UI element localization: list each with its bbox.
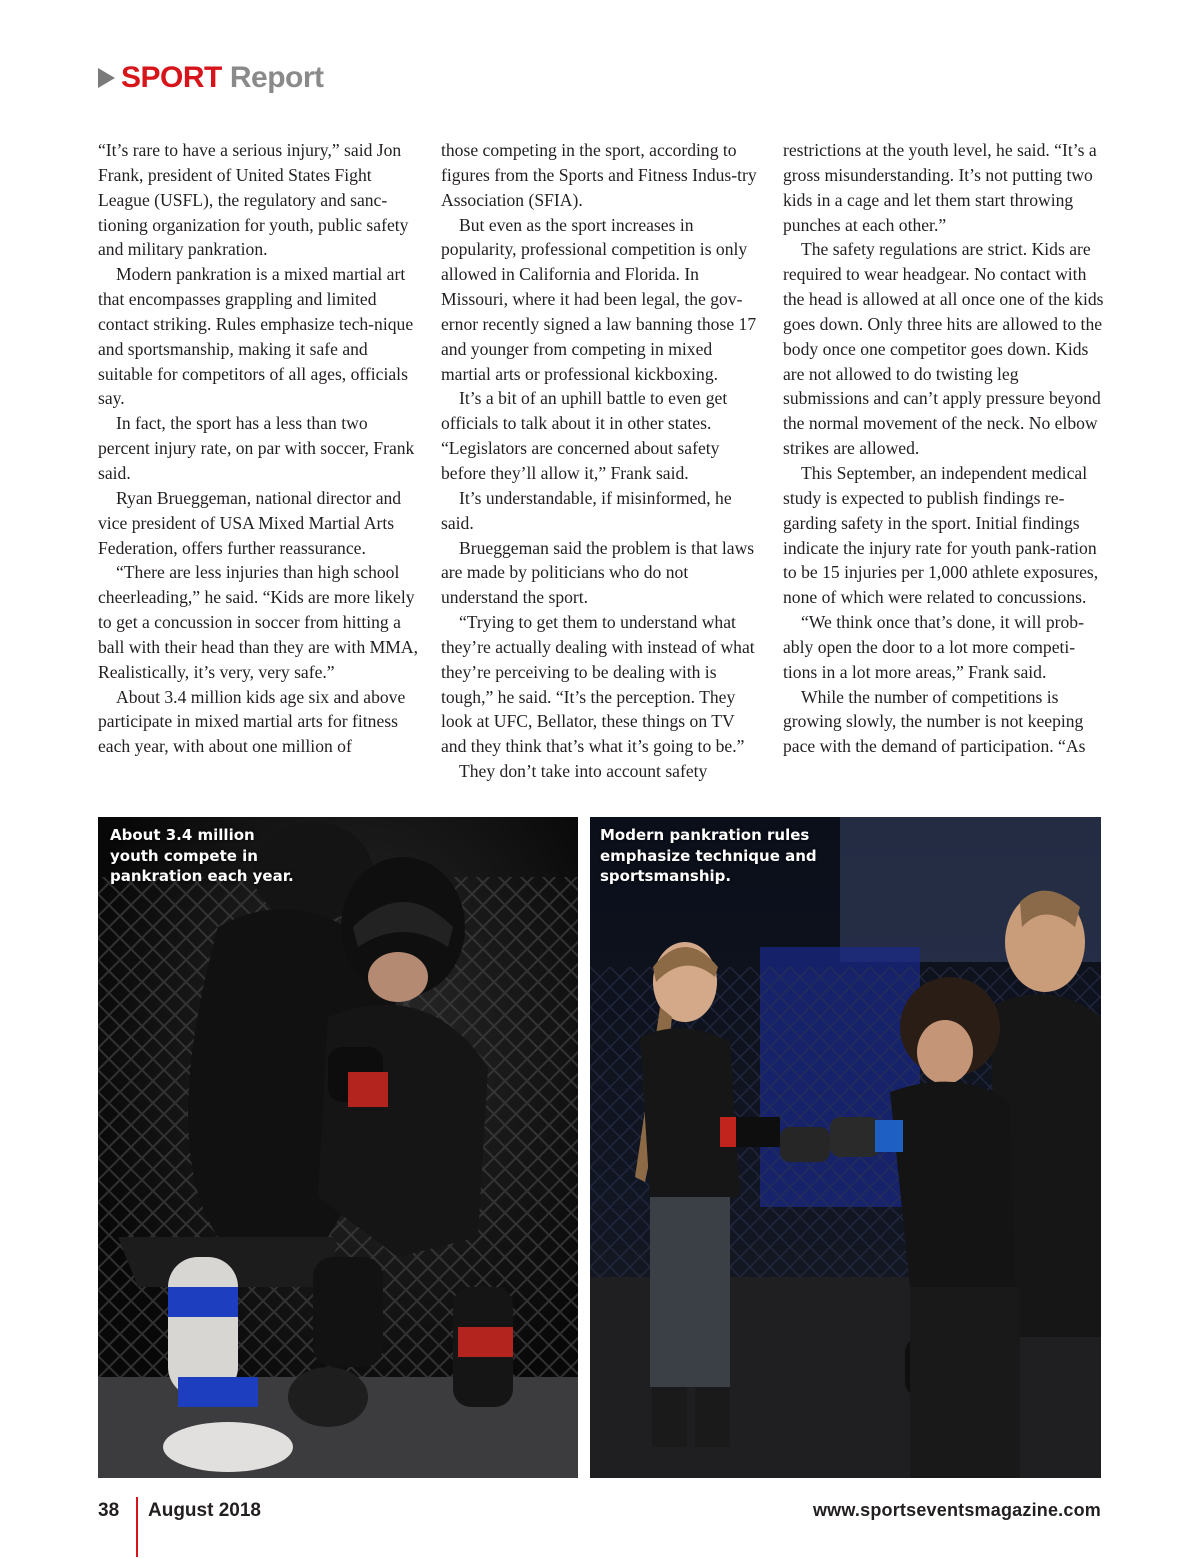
- issue-date: August 2018: [148, 1500, 261, 1521]
- paragraph: Brueggeman said the problem is that laws are made by politicians who do not understand the sport.: [441, 537, 755, 608]
- section-subtitle: Report: [229, 61, 324, 94]
- paragraph: “We think once that’s done, it will prob-ably open the door to a lot more competi-tions in a lot more areas,” Frank said.: [783, 612, 1084, 682]
- paragraph: “Trying to get them to understand what they’re actually dealing with instead of what they’re perceiving to be dealing with is tough,” he said. “It’s the perception. They look at UFC, Bellator, these things on TV and they think that’s what it’s going to be.”: [441, 612, 755, 757]
- paragraph: those competing in the sport, according to figures from the Sports and Fitness Indus-try Association (SFIA).: [441, 140, 757, 210]
- article-column-1: [98, 138, 420, 759]
- paragraph: Modern pankration is a mixed martial art that encompasses grappling and limited contact striking. Rules emphasize tech-nique and sportsmanship, making it safe and suitable for competitors of all ages, officials say.: [98, 264, 414, 409]
- paragraph: They don’t take into account safety: [459, 761, 708, 782]
- paragraph: “It’s rare to have a serious injury,” said Jon Frank, president of United States Fight League (USFL), the regulatory and sanc-tioning organization for youth, public safety and military pankration.: [98, 140, 409, 260]
- photo-caption: About 3.4 million youth compete in pankration each year.: [110, 826, 294, 885]
- section-title: SPORT: [121, 61, 222, 94]
- paragraph: In fact, the sport has a less than two percent injury rate, on par with soccer, Frank said.: [98, 413, 415, 483]
- paragraph: This September, an independent medical study is expected to publish findings re-garding safety in the sport. Initial findings indicate the injury rate for youth pank-ration to be 15 injuries per 1,000 athlete exposures, none of which were related to concussions.: [783, 462, 1099, 608]
- photo-grappling: [98, 817, 578, 1478]
- paragraph: While the number of competitions is growing slowly, the number is not keeping pace with the demand of participation. “As: [783, 686, 1086, 757]
- paragraph: “There are less injuries than high school cheerleading,” he said. “Kids are more likely to get a concussion in soccer from hitting a ball with their head than they are with MMA, Realistically, it’s very, very safe.”: [98, 562, 419, 682]
- paragraph: Ryan Brueggeman, national director and vice president of USA Mixed Martial Arts Federation, offers further reassurance.: [98, 487, 402, 558]
- section-header: [98, 58, 324, 98]
- paragraph: restrictions at the youth level, he said. “It’s a gross misunderstanding. It’s not putting two kids in a cage and let them start throwing punches at each other.”: [783, 140, 1097, 235]
- paragraph: The safety regulations are strict. Kids are required to wear headgear. No contact with the head is allowed at all once one of the kids goes down. Only three hits are allowed to the body once one competitor goes down. Kids are not allowed to do twisting leg submissions and can’t apply pressure beyond the normal movement of the neck. No elbow strikes are allowed.: [783, 239, 1104, 459]
- article-column-3: [783, 138, 1105, 759]
- article-column-2: [441, 138, 761, 784]
- page-number: 38: [98, 1500, 120, 1521]
- paragraph: But even as the sport increases in popularity, professional competition is only allowed in California and Florida. In Missouri, where it had been legal, the gov-ernor recently signed a law banning those 17 and younger from competing in mixed martial arts or professional kickboxing.: [441, 214, 757, 384]
- photo-handshake: [590, 817, 1101, 1478]
- triangle-bullet-icon: [98, 68, 115, 88]
- paragraph: It’s understandable, if misinformed, he said.: [441, 487, 732, 533]
- footer-divider: [136, 1497, 138, 1557]
- magazine-url[interactable]: www.sportseventsmagazine.com: [812, 1500, 1101, 1520]
- page-footer: [0, 1497, 1200, 1557]
- paragraph: It’s a bit of an uphill battle to even get officials to talk about it in other states. “Legislators are concerned about safety before they’ll allow it,” Frank said.: [441, 388, 728, 483]
- paragraph: About 3.4 million kids age six and above participate in mixed martial arts for fitness each year, with about one million of: [98, 686, 406, 757]
- photo-caption: Modern pankration rules emphasize technique and sportsmanship.: [600, 826, 817, 885]
